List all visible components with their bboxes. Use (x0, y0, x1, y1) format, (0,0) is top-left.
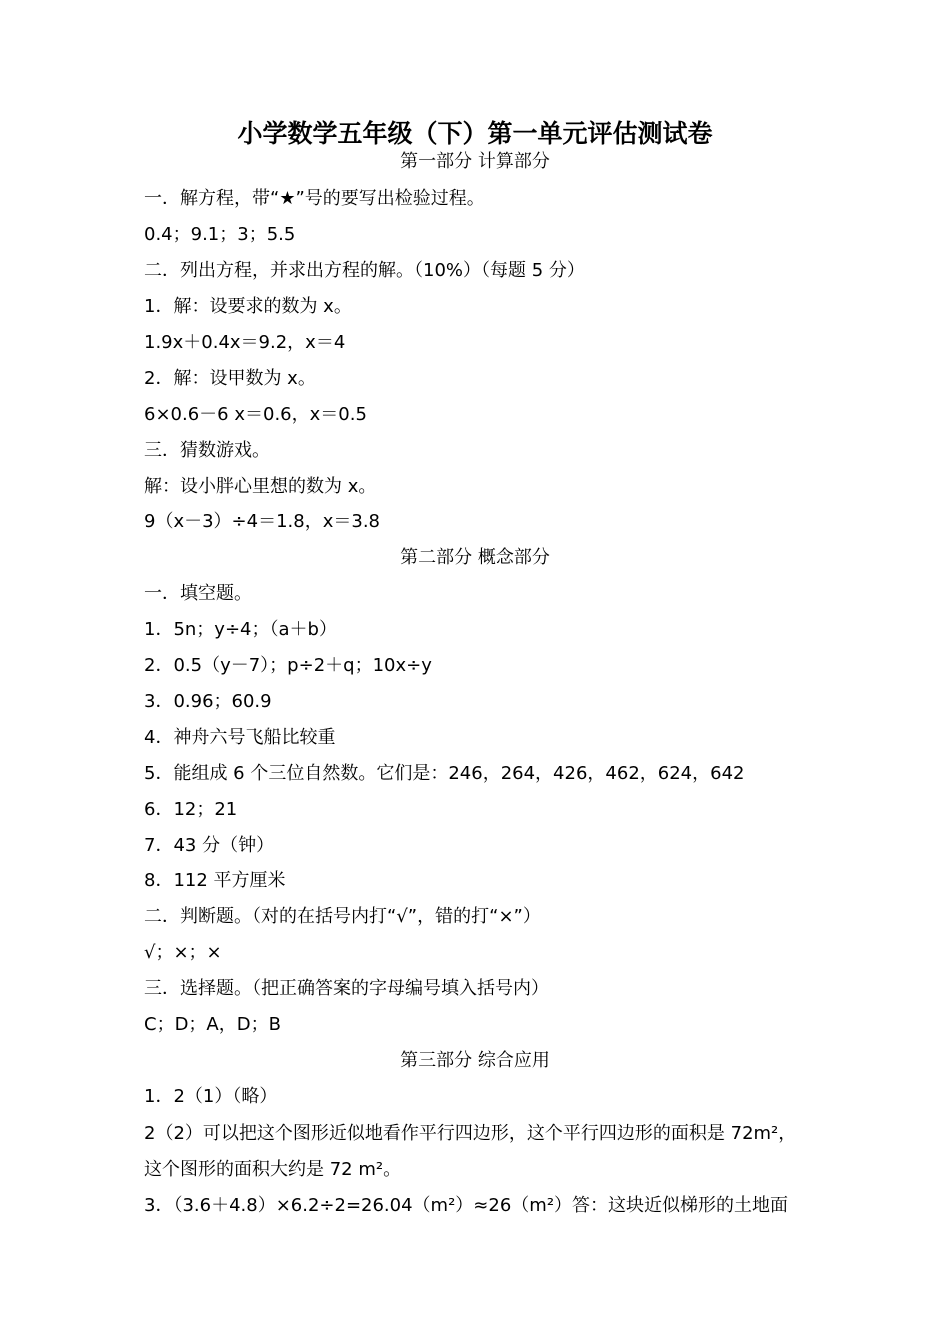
text-line: 3．0.96；60.9 (144, 691, 272, 712)
text-line: 1．5n；y÷4；（a＋b） (144, 619, 337, 640)
text-line: 9（x－3）÷4＝1.8，x＝3.8 (144, 511, 380, 532)
text-line: √；×；× (144, 942, 222, 963)
page-title: 小学数学五年级（下）第一单元评估测试卷 (237, 119, 713, 148)
section-heading-part2: 第二部分 概念部分 (400, 547, 550, 568)
section-heading-part3: 第三部分 综合应用 (400, 1050, 550, 1071)
text-line: 一．解方程，带“★”号的要写出检验过程。 (144, 188, 485, 209)
text-line: 5．能组成 6 个三位自然数。它们是：246，264，426，462，624，642 (144, 763, 745, 784)
text-line: 三．选择题。（把正确答案的字母编号填入括号内） (144, 978, 549, 999)
text-line: C；D；A，D；B (144, 1014, 281, 1035)
text-line: 2．0.5（y－7）；p÷2＋q；10x÷y (144, 655, 432, 676)
text-line: 2．解：设甲数为 x。 (144, 368, 316, 389)
text-line: 二．列出方程，并求出方程的解。（10%）（每题 5 分） (144, 260, 585, 281)
section-heading-part1: 第一部分 计算部分 (400, 151, 550, 172)
text-line: 6×0.6－6 x＝0.6，x＝0.5 (144, 404, 367, 425)
text-line: 一．填空题。 (144, 583, 252, 604)
text-line: 7．43 分（钟） (144, 835, 275, 856)
text-line: 3．（3.6＋4.8）×6.2÷2=26.04（m²）≈26（m²）答：这块近似梯形的土地面 (144, 1195, 789, 1216)
text-line: 这个图形的面积大约是 72 m²。 (144, 1159, 402, 1180)
text-line: 8．112 平方厘米 (144, 870, 286, 891)
text-line: 解：设小胖心里想的数为 x。 (144, 476, 377, 497)
text-line: 1．解：设要求的数为 x。 (144, 296, 352, 317)
text-line: 2（2）可以把这个图形近似地看作平行四边形，这个平行四边形的面积是 72m²， (144, 1123, 797, 1144)
text-line: 1.9x＋0.4x＝9.2，x＝4 (144, 332, 346, 353)
text-line: 0.4；9.1；3；5.5 (144, 224, 296, 245)
text-line: 6．12；21 (144, 799, 238, 820)
text-line: 二．判断题。（对的在括号内打“√”，错的打“×”） (144, 906, 541, 927)
text-line: 三．猜数游戏。 (144, 440, 270, 461)
text-line: 4．神舟六号飞船比较重 (144, 727, 336, 748)
text-line: 1．2（1）（略） (144, 1086, 278, 1107)
